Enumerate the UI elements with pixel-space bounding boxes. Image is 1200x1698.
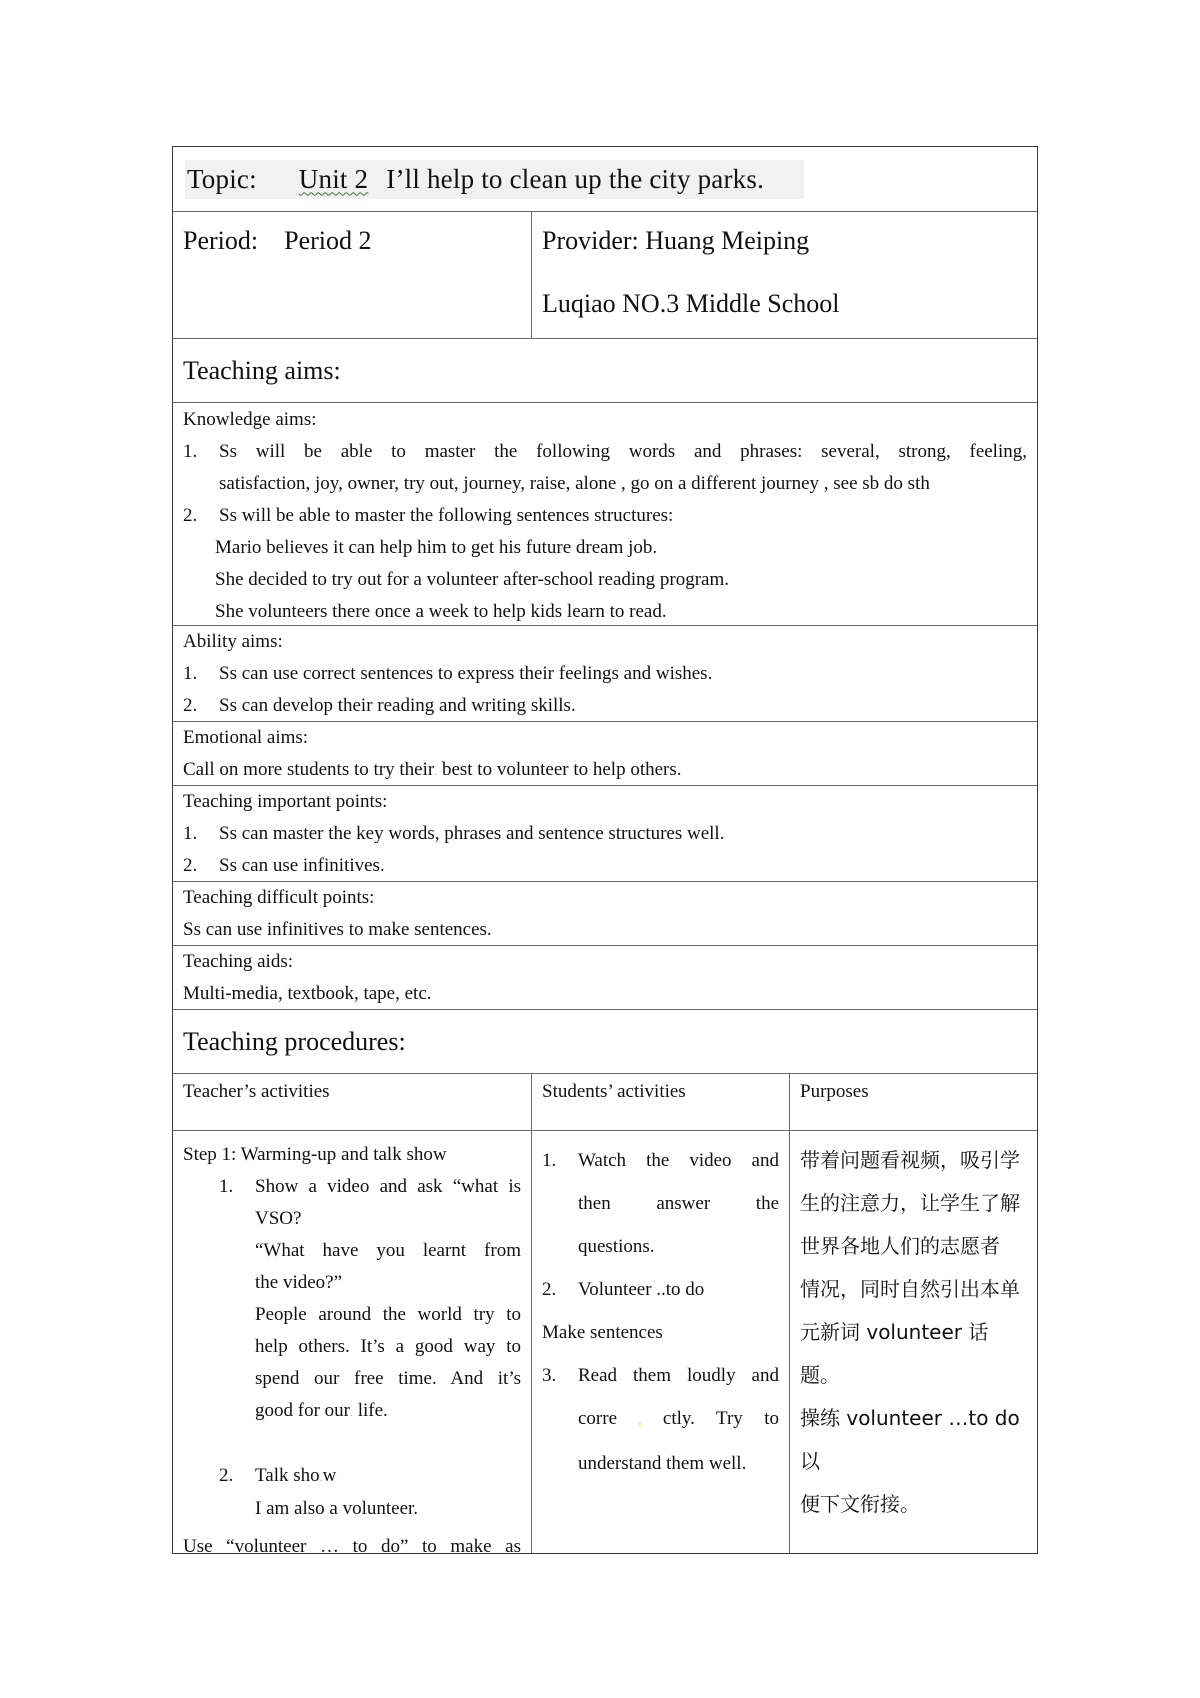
edit-mark: .	[349, 1405, 353, 1419]
emotional-aims-heading: Emotional aims:	[183, 727, 309, 748]
knowledge-aims-heading: Knowledge aims:	[183, 409, 317, 430]
step-1-row	[173, 1130, 1037, 1557]
procedures-heading: Teaching procedures:	[183, 1026, 406, 1056]
students-activities-cell: 1. Watch the video and then answer the questions. 2. Volunteer ..to do Make sentences 3. Read them loudly and corre , ctly. Try to understand them well.	[531, 1131, 789, 1553]
teaching-aims-heading: Teaching aims:	[183, 355, 341, 385]
lesson-plan-table	[172, 146, 1038, 1557]
topic-row	[173, 147, 1037, 211]
list-item: 3. Read them loudly and corre , ctly. Try to understand them well.	[542, 1365, 779, 1474]
teacher-activities-header: Teacher’s activities	[183, 1081, 330, 1102]
teaching-aims-heading-row	[173, 338, 1037, 402]
example-sentence: She decided to try out for a volunteer after-school reading program.	[215, 569, 730, 590]
list-item: 1. Ss will be able to master the following words and phrases: several, strong, feeling, satisfaction, joy, owner, try out, journey, raise, alone , go on a different journey , see sb do sth	[183, 441, 1027, 494]
list-item: 2. Volunteer ..to do	[542, 1279, 705, 1300]
topic-title: I’ll help to clean up the city parks.	[386, 163, 765, 194]
procedures-heading-row	[173, 1009, 1037, 1073]
activity-header-row	[173, 1073, 1037, 1130]
period-provider-row	[173, 211, 1037, 338]
list-item: 1. Ss can use correct sentences to express their feelings and wishes.	[183, 663, 713, 684]
step-title: Step 1: Warming-up and talk show	[183, 1144, 447, 1165]
list-item: 1. Ss can master the key words, phrases and sentence structures well.	[183, 823, 725, 844]
provider-name: Provider: Huang Meiping	[542, 226, 810, 255]
example-sentence: Mario believes it can help him to get his future dream job.	[215, 537, 658, 558]
emotional-aims-row	[173, 721, 1037, 785]
teaching-aids-text: Multi-media, textbook, tape, etc.	[183, 983, 432, 1004]
difficult-points-text: Ss can use infinitives to make sentences.	[183, 919, 492, 940]
provider-school: Luqiao NO.3 Middle School	[542, 289, 840, 318]
teaching-aids-heading: Teaching aids:	[183, 951, 293, 972]
important-points-row	[173, 785, 1037, 881]
ability-aims-heading: Ability aims:	[183, 631, 283, 652]
difficult-points-heading: Teaching difficult points:	[183, 887, 375, 908]
topic-unit: Unit 2	[298, 163, 369, 194]
difficult-points-row	[173, 881, 1037, 945]
list-item: 2. Talk sho.w I am also a volunteer.	[219, 1465, 419, 1519]
example-sentence: She volunteers there once a week to help kids learn to read.	[215, 601, 667, 622]
edit-mark: .	[434, 764, 438, 778]
teacher-activities-cell: Step 1: Warming-up and talk show 1. Show a video and ask “what is VSO? “What have you learnt from the video?” People around the world try to help others. It’s a good way to spend our free time. And it’s good for our. life. 2. Talk sho.w I am also a volunteer. Use “volunteer … to do” to make as	[173, 1131, 531, 1553]
list-item: 2. Ss will be able to master the following sentences structures:	[183, 505, 674, 526]
topic-banner	[185, 160, 804, 199]
list-item: 2. Ss can develop their reading and writing skills.	[183, 695, 576, 716]
important-points-heading: Teaching important points:	[183, 791, 388, 812]
teaching-aids-row	[173, 945, 1037, 1009]
list-item: 2. Ss can use infinitives.	[183, 855, 385, 876]
period-label: Period:	[183, 226, 259, 255]
knowledge-aims-row	[173, 402, 1037, 625]
purposes-header: Purposes	[789, 1074, 1037, 1130]
ability-aims-row	[173, 625, 1037, 721]
list-item: 1. Watch the video and then answer the questions.	[542, 1150, 779, 1257]
students-activities-header: Students’ activities	[531, 1074, 789, 1130]
edit-mark: ,	[638, 1413, 642, 1427]
list-item: 1. Show a video and ask “what is VSO? “What have you learnt from the video?” People around the world try to help others. It’s a good way to spend our free time. And it’s good for our. life.	[219, 1176, 521, 1421]
emotional-aims-text: Call on more students to try their. best to volunteer to help others.	[183, 759, 682, 780]
period-value: Period 2	[284, 226, 372, 255]
purposes-cell: 带着问题看视频，吸引学 生的注意力，让学生了解 世界各地人们的志愿者 情况，同时自然引出本单 元新词 volunteer 话题。 操练 volunteer …to do 以 便下文衔接。	[789, 1131, 1037, 1553]
edit-mark: .	[319, 1470, 323, 1484]
topic-label: Topic:	[187, 163, 257, 194]
